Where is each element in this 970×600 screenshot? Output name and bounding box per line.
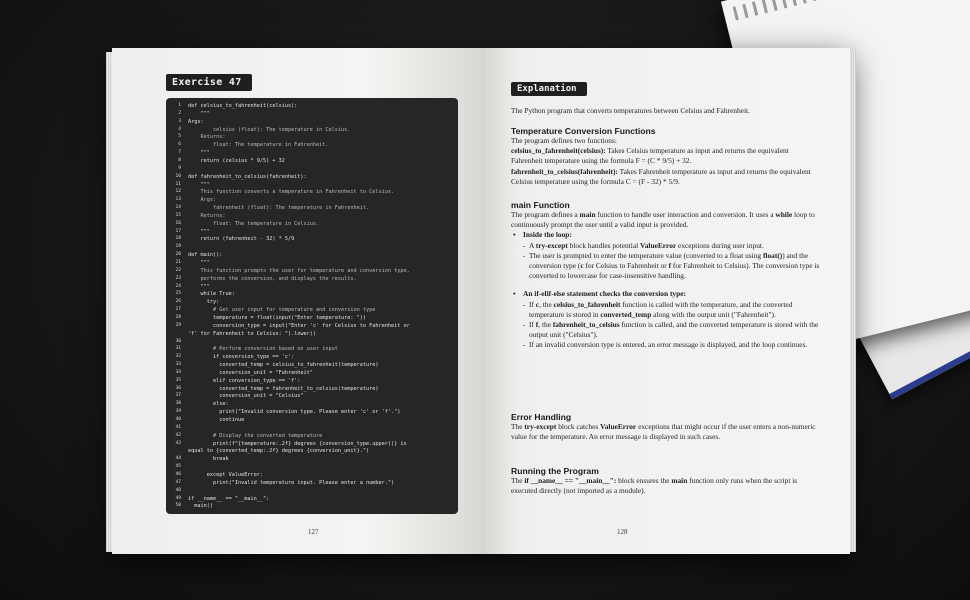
intro-text: The Python program that converts temperatures between Celsius and Fahrenheit. xyxy=(511,106,750,115)
code-line-number: 33 xyxy=(175,362,181,368)
sub-invalid: - If an invalid conversion type is entered, an error message is displayed, and the loop continues. xyxy=(511,340,821,350)
sub-if-f: - If f, the fahrenheit_to_celsius function is called, and the converted temperature is stored with the output unit ("Celsius"). xyxy=(511,320,821,340)
code-line: Returns: xyxy=(188,134,226,141)
code-line-number: 5 xyxy=(178,134,181,140)
code-line-number: 11 xyxy=(175,181,181,187)
main-paragraph: The program defines a main function to handle user interaction and conversion. It uses a while loop to continuously prompt the user until a valid input is provided. xyxy=(511,210,815,230)
code-line: def main(): xyxy=(188,252,223,259)
section-conversion xyxy=(511,126,821,187)
bullet-if-elif: • An if-elif-else statement checks the conversion type: xyxy=(511,289,821,299)
code-line: except ValueError: xyxy=(188,471,263,478)
notebook-spiral xyxy=(733,0,970,21)
code-line-number: 12 xyxy=(175,189,181,195)
code-line: if __name__ == "__main__": xyxy=(188,495,270,502)
code-line: equal to {converted_temp:.2f} degrees {conversion_unit}.") xyxy=(188,448,370,455)
code-line: celsius (float): The temperature in Celsius. xyxy=(188,126,351,133)
code-line: This function prompts the user for temperature and conversion type, xyxy=(188,267,410,274)
explanation-heading: Explanation xyxy=(511,82,587,96)
code-line-number: 28 xyxy=(175,314,181,320)
code-line: print(f"{temperature:.2f} degrees {conversion_type.upper()} is xyxy=(188,440,407,447)
code-line-number: 14 xyxy=(175,205,181,211)
intro-paragraph xyxy=(511,106,821,116)
code-line: conversion_unit = "Celsius" xyxy=(188,393,304,400)
code-line: converted_temp = fahrenheit_to_celsius(temperature) xyxy=(188,385,379,392)
code-line-number: 49 xyxy=(175,495,181,501)
code-line-number: 17 xyxy=(175,228,181,234)
code-line: conversion_type = input("Enter 'c' for Celsius to Fahrenheit or xyxy=(188,322,410,329)
code-line: if conversion_type == 'c': xyxy=(188,354,295,361)
main-list xyxy=(511,230,821,350)
conversion-line1: The program defines two functions: xyxy=(511,136,617,145)
code-line: # Get user input for temperature and conversion type xyxy=(188,307,376,314)
code-line-number: 3 xyxy=(178,118,181,124)
code-line: return (fahrenheit - 32) * 5/9 xyxy=(188,236,295,243)
code-line-number: 2 xyxy=(178,110,181,116)
sub-try-except: - A try-except block handles potential ValueError exceptions during user input. xyxy=(511,241,821,251)
code-line-number: 6 xyxy=(178,142,181,148)
exercise-heading: Exercise 47 xyxy=(166,74,252,91)
code-line-number: 46 xyxy=(175,471,181,477)
code-line-number: 23 xyxy=(175,275,181,281)
code-line-number: 44 xyxy=(175,456,181,462)
code-line-number: 29 xyxy=(175,322,181,328)
left-page xyxy=(112,48,481,554)
code-line: """ xyxy=(188,260,210,266)
code-line-number: 9 xyxy=(178,165,181,171)
code-line: def celsius_to_fahrenheit(celsius): xyxy=(188,103,298,109)
section-main xyxy=(511,200,821,351)
bullet-inside-loop: • Inside the loop: xyxy=(511,230,821,240)
code-line-number: 47 xyxy=(175,479,181,485)
code-line: Args: xyxy=(188,197,217,204)
code-line-number: 8 xyxy=(178,157,181,163)
code-line: # Perform conversion based on user input xyxy=(188,346,338,353)
left-page-number: 127 xyxy=(308,528,319,536)
code-line: """ xyxy=(188,110,210,117)
code-line-number: 15 xyxy=(175,212,181,218)
code-line: converted_temp = celsius_to_fahrenheit(temperature) xyxy=(188,362,379,369)
section-running xyxy=(511,466,821,496)
section-title-conversion: Temperature Conversion Functions xyxy=(511,126,656,136)
conversion-c2f xyxy=(511,146,821,166)
code-line-number: 4 xyxy=(178,126,181,132)
code-line: try: xyxy=(188,299,220,306)
c2f-name: celsius_to_fahrenheit(celsius): xyxy=(511,146,606,156)
code-line-number: 22 xyxy=(175,267,181,273)
c2f-desc: Takes Celsius temperature as input and returns the equivalent Fahrenheit temperature using the formula F = (C * 9/5) + 32. xyxy=(511,146,789,166)
code-line-number: 34 xyxy=(175,369,181,375)
code-line-number: 1 xyxy=(178,103,181,108)
code-line-number: 10 xyxy=(175,173,181,179)
code-line-number: 7 xyxy=(178,150,181,156)
code-line: Returns: xyxy=(188,212,226,219)
code-line-number: 16 xyxy=(175,220,181,226)
right-page xyxy=(481,48,850,554)
code-line-number: 37 xyxy=(175,393,181,399)
code-line: """ xyxy=(188,283,210,290)
code-line: # Display the converted temperature xyxy=(188,432,323,439)
code-line: fahrenheit (float): The temperature in Fahrenheit. xyxy=(188,205,370,212)
code-line-number: 20 xyxy=(175,252,181,258)
code-line-number: 43 xyxy=(175,440,181,446)
code-line: temperature = float(input("Enter temperature: ")) xyxy=(188,314,367,321)
section-title-running: Running the Program xyxy=(511,466,599,476)
code-line-number: 39 xyxy=(175,409,181,415)
right-page-number: 128 xyxy=(617,528,628,536)
code-line: break xyxy=(188,456,229,463)
errors-paragraph: The try-except block catches ValueError exceptions that might occur if the user enters a non-numeric value for the temperature. An error message is displayed in such cases. xyxy=(511,422,816,442)
code-line-number: 27 xyxy=(175,307,181,313)
code-line-number: 32 xyxy=(175,354,181,360)
code-line: float: The temperature in Fahrenheit. xyxy=(188,142,329,149)
code-line: return (celsius * 9/5) + 32 xyxy=(188,157,285,164)
code-line-number: 31 xyxy=(175,346,181,352)
code-line: conversion_unit = "Fahrenheit" xyxy=(188,369,313,376)
code-line: This function converts a temperature in Fahrenheit to Celsius. xyxy=(188,189,395,196)
code-line-number: 18 xyxy=(175,236,181,242)
code-line: """ xyxy=(188,228,210,235)
open-book xyxy=(112,48,850,554)
code-line-number: 42 xyxy=(175,432,181,438)
code-line: float: The temperature in Celsius. xyxy=(188,220,320,227)
code-line-number: 30 xyxy=(175,338,181,344)
code-line: print("Invalid conversion type. Please enter 'c' or 'f'.") xyxy=(188,409,401,416)
code-line: print("Invalid temperature input. Please enter a number.") xyxy=(188,479,395,486)
code-line: Args: xyxy=(188,118,204,125)
code-line: 'f' for Fahrenheit to Celsius: ").lower() xyxy=(188,330,317,337)
code-line-number: 40 xyxy=(175,417,181,422)
code-line: main() xyxy=(188,503,213,510)
conversion-f2c xyxy=(511,167,821,187)
code-line-number: 13 xyxy=(175,197,181,203)
code-line: """ xyxy=(188,150,210,157)
code-line-number: 21 xyxy=(175,260,181,265)
code-line-number: 19 xyxy=(175,244,181,250)
f2c-desc: Takes Fahrenheit temperature as input and returns the equivalent Celsius temperature using the formula C = (F - 32) * 5/9. xyxy=(511,166,811,186)
code-line: """ xyxy=(188,181,210,188)
code-block xyxy=(166,98,458,514)
section-title-main: main Function xyxy=(511,200,570,210)
running-paragraph: The if __name__ == "__main__": block ensures the main function only runs when the script is executed directly (not imported as a module). xyxy=(511,476,798,496)
f2c-name: fahrenheit_to_celsius(fahrenheit): xyxy=(511,166,618,176)
code-line: performs the conversion, and displays the results. xyxy=(188,275,357,282)
code-line-number: 25 xyxy=(175,291,181,297)
code-line: elif conversion_type == 'f': xyxy=(188,377,301,384)
section-errors xyxy=(511,412,821,442)
sub-user-prompt: - The user is prompted to enter the temperature value (converted to a float using float()) and the conversion type (c for Celsius to Fahrenheit or f for Fahrenheit to Celsius). The conversion type is converted to lowercase for case-insensitive handling. xyxy=(511,251,821,282)
code-line-number: 26 xyxy=(175,299,181,305)
code-line: while True: xyxy=(188,291,235,298)
code-line: continue xyxy=(188,417,245,423)
code-line-number: 45 xyxy=(175,464,181,470)
sub-if-c: - If c, the celsius_to_fahrenheit function is called with the temperature, and the converted temperature is stored in converted_temp along with the output unit ("Fahrenheit"). xyxy=(511,300,821,320)
code-line: def fahrenheit_to_celsius(fahrenheit): xyxy=(188,173,307,180)
section-title-errors: Error Handling xyxy=(511,412,572,422)
code-line-number: 48 xyxy=(175,487,181,493)
code-line-number: 24 xyxy=(175,283,181,289)
code-line-number: 41 xyxy=(175,424,181,430)
code-line: else: xyxy=(188,401,229,408)
code-line-number: 36 xyxy=(175,385,181,391)
code-line-number: 38 xyxy=(175,401,181,407)
code-line-number: 35 xyxy=(175,377,181,383)
code-line-number: 50 xyxy=(175,503,181,509)
